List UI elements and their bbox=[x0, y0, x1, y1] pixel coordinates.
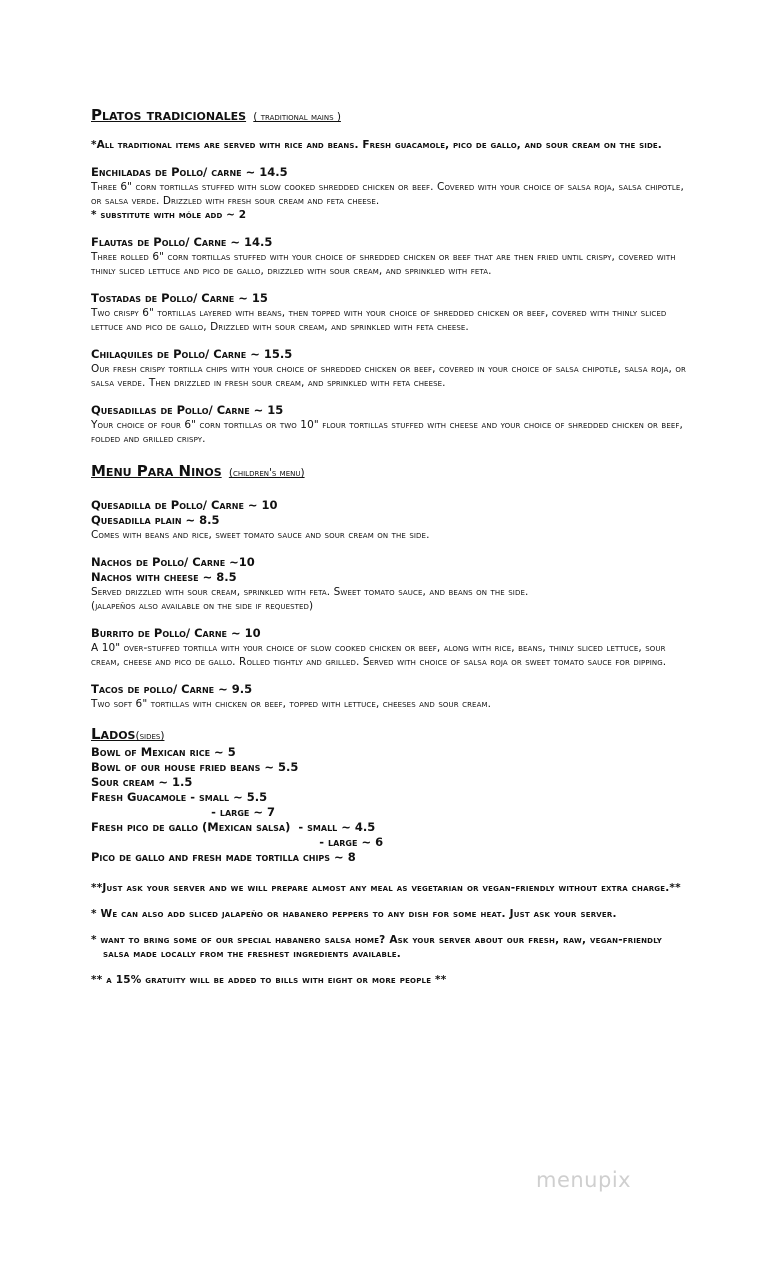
section-title: Lados bbox=[91, 725, 136, 743]
item-description: Our fresh crispy tortilla chips with your choice of shredded chicken or beef, covered in your choice of salsa chipotle, salsa roja, or salsa verde. Then drizzled in fresh sour cream, and sprinkled with feta cheese. bbox=[91, 363, 686, 389]
item-extra: (jalapeños also available on the side if requested) bbox=[91, 600, 314, 612]
item-title: Nachos de Pollo/ Carne ~10 bbox=[91, 555, 255, 569]
menupix-watermark: menupix bbox=[536, 1168, 632, 1192]
side-item: Sour cream ~ 1.5 bbox=[91, 775, 193, 789]
menu-item-tostadas bbox=[91, 291, 691, 334]
item-description: Two crispy 6" tortillas layered with beans, then topped with your choice of shredded chicken or beef, covered with thinly sliced lettuce and pico de gallo, Drizzled with sour cream, and sprinkled with feta cheese. bbox=[91, 307, 667, 333]
menu-item-kids-quesadilla bbox=[91, 498, 691, 542]
section-heading-childrens-menu bbox=[91, 462, 691, 482]
menu-item-enchiladas bbox=[91, 165, 691, 222]
item-title: Enchiladas de Pollo/ carne ~ 14.5 bbox=[91, 165, 288, 179]
menu-item-flautas bbox=[91, 235, 691, 278]
side-item: Bowl of Mexican rice ~ 5 bbox=[91, 745, 236, 759]
item-description: Served drizzled with sour cream, sprinkled with feta. Sweet tomato sauce, and beans on the side. bbox=[91, 586, 529, 598]
footnote-gratuity: ** a 15% gratuity will be added to bills with eight or more people ** bbox=[91, 974, 447, 986]
side-item: - large ~ 7 bbox=[91, 805, 276, 819]
menu-item-kids-nachos bbox=[91, 555, 691, 613]
item-title-alt: Nachos with cheese ~ 8.5 bbox=[91, 570, 237, 584]
section-title: Menu Para Ninos bbox=[91, 462, 222, 480]
item-description: Three rolled 6" corn tortillas stuffed with your choice of shredded chicken or beef that are then fried until crispy, covered with thinly sliced lettuce and pico de gallo, drizzled with sour cream, and sprinkled with feta. bbox=[91, 251, 676, 277]
item-description: Comes with beans and rice, sweet tomato sauce and sour cream on the side. bbox=[91, 529, 430, 541]
menu-item-kids-tacos bbox=[91, 682, 691, 711]
side-item: Pico de gallo and fresh made tortilla chips ~ 8 bbox=[91, 850, 356, 864]
item-title: Chilaquiles de Pollo/ Carne ~ 15.5 bbox=[91, 347, 293, 361]
menu-page bbox=[91, 106, 691, 987]
side-item: Fresh Guacamole - small ~ 5.5 bbox=[91, 790, 268, 804]
item-title-alt: Quesadilla plain ~ 8.5 bbox=[91, 513, 220, 527]
section-heading-traditional-mains bbox=[91, 106, 691, 126]
item-extra: * substitute with móle add ~ 2 bbox=[91, 209, 247, 221]
item-title: Tostadas de Pollo/ Carne ~ 15 bbox=[91, 291, 268, 305]
item-title: Tacos de pollo/ Carne ~ 9.5 bbox=[91, 682, 253, 696]
item-description: Two soft 6" tortillas with chicken or beef, topped with lettuce, cheeses and sour cream. bbox=[91, 698, 492, 710]
section-heading-sides bbox=[91, 725, 691, 745]
item-description: Your choice of four 6" corn tortillas or two 10" flour tortillas stuffed with cheese and your choice of shredded chicken or beef, folded and grilled crispy. bbox=[91, 419, 683, 445]
item-title: Flautas de Pollo/ Carne ~ 14.5 bbox=[91, 235, 273, 249]
item-description: Three 6" corn tortillas stuffed with slow cooked shredded chicken or beef. Covered with your choice of salsa roja, salsa chipotle, or salsa verde. Drizzled with fresh sour cream and feta cheese. bbox=[91, 181, 684, 207]
side-item: Fresh pico de gallo (Mexican salsa) - small ~ 4.5 bbox=[91, 820, 376, 834]
side-item: Bowl of our house fried beans ~ 5.5 bbox=[91, 760, 299, 774]
menu-item-chilaquiles bbox=[91, 347, 691, 390]
menu-item-kids-burrito bbox=[91, 626, 691, 669]
item-title: Quesadillas de Pollo/ Carne ~ 15 bbox=[91, 403, 284, 417]
traditional-items-note: *All traditional items are served with rice and beans. Fresh guacamole, pico de gallo, and sour cream on the side. bbox=[91, 139, 662, 151]
item-title: Quesadilla de Pollo/ Carne ~ 10 bbox=[91, 498, 278, 512]
menu-item-quesadillas bbox=[91, 403, 691, 446]
footnote-vegetarian: **Just ask your server and we will prepare almost any meal as vegetarian or vegan-friendly without extra charge.** bbox=[91, 882, 681, 894]
section-title: Platos tradicionales bbox=[91, 106, 247, 124]
item-description: A 10" over-stuffed tortilla with your choice of slow cooked chicken or beef, along with rice, beans, thinly sliced lettuce, sour cream, cheese and pico de gallo. Rolled tightly and grilled. Served with choice of salsa roja or sweet tomato sauce for dipping. bbox=[91, 642, 667, 668]
sides-list bbox=[91, 745, 691, 865]
item-title: Burrito de Pollo/ Carne ~ 10 bbox=[91, 626, 261, 640]
section-subtitle: (children's menu) bbox=[228, 467, 305, 479]
section-subtitle: (sides) bbox=[135, 730, 165, 742]
side-item: - large ~ 6 bbox=[91, 835, 384, 849]
footnote-peppers: * We can also add sliced jalapeño or habanero peppers to any dish for some heat. Just ask your server. bbox=[91, 908, 617, 920]
section-subtitle: ( traditional mains ) bbox=[253, 111, 341, 123]
footnote-salsa-home: * want to bring some of our special habanero salsa home? Ask your server about our fresh, raw, vegan-friendly salsa made locally from the freshest ingredients available. bbox=[91, 934, 663, 960]
